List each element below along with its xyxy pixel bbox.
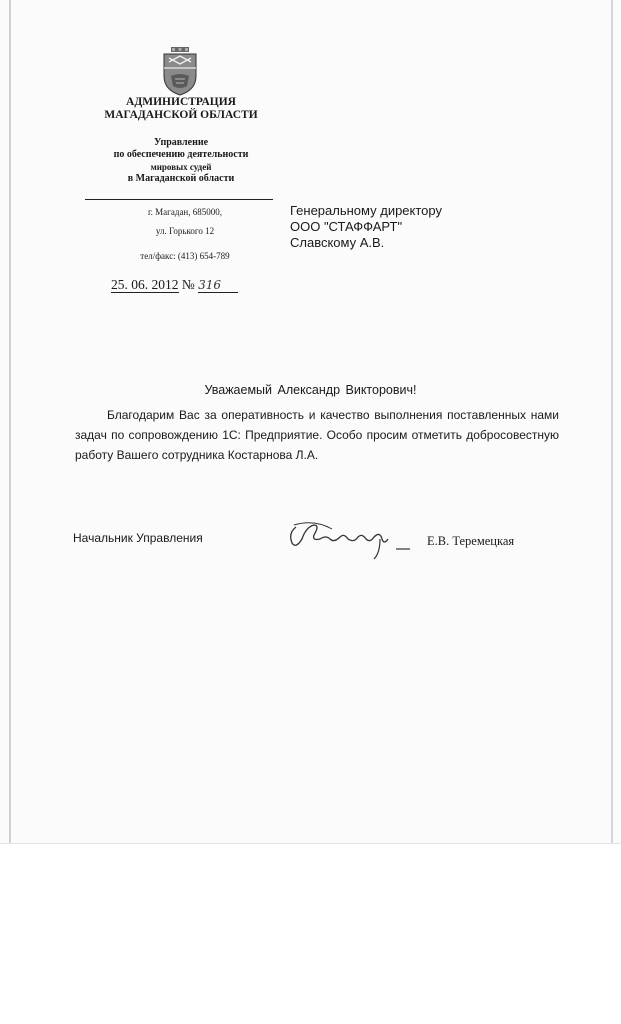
signatory-name: Е.В. Теремецкая bbox=[427, 534, 515, 548]
letter-greeting: Уважаемый Александр Викторович! bbox=[204, 383, 417, 397]
address-line-2: ул. Горького 12 bbox=[155, 226, 215, 236]
letter-number: 316 bbox=[198, 278, 238, 293]
page-edge-left bbox=[9, 0, 11, 843]
phone-fax: тел/факс: (413) 654-789 bbox=[140, 251, 230, 261]
registration-line bbox=[111, 277, 238, 293]
coat-of-arms-icon bbox=[160, 46, 200, 96]
letterhead-divider bbox=[85, 199, 273, 200]
page-bottom-edge bbox=[0, 843, 621, 844]
recipient-position: Генеральному директору bbox=[290, 203, 442, 218]
number-sign: № bbox=[181, 277, 195, 292]
department-name: Управление по обеспечению деятельности мировых судей в Магаданской области bbox=[113, 137, 249, 184]
recipient-name: Славскому А.В. bbox=[290, 235, 385, 250]
page-edge-right bbox=[611, 0, 613, 843]
letter-date: 25. 06. 2012 bbox=[111, 277, 179, 292]
letter-body: Благодарим Вас за оперативность и качество выполнения поставленных нами задач по сопровождению 1С: Предприятие. Особо просим отметить добросовестную работу Вашего сотрудника Костарнова Л.А. bbox=[75, 408, 559, 462]
signature-icon bbox=[284, 515, 414, 563]
recipient-block bbox=[290, 203, 442, 251]
signatory-title: Начальник Управления bbox=[73, 531, 203, 545]
organization-name: АДМИНИСТРАЦИЯ МАГАДАНСКОЙ ОБЛАСТИ bbox=[104, 96, 258, 121]
recipient-company: ООО "СТАФФАРТ" bbox=[290, 219, 403, 234]
address-line-1: г. Магадан, 685000, bbox=[148, 207, 222, 217]
